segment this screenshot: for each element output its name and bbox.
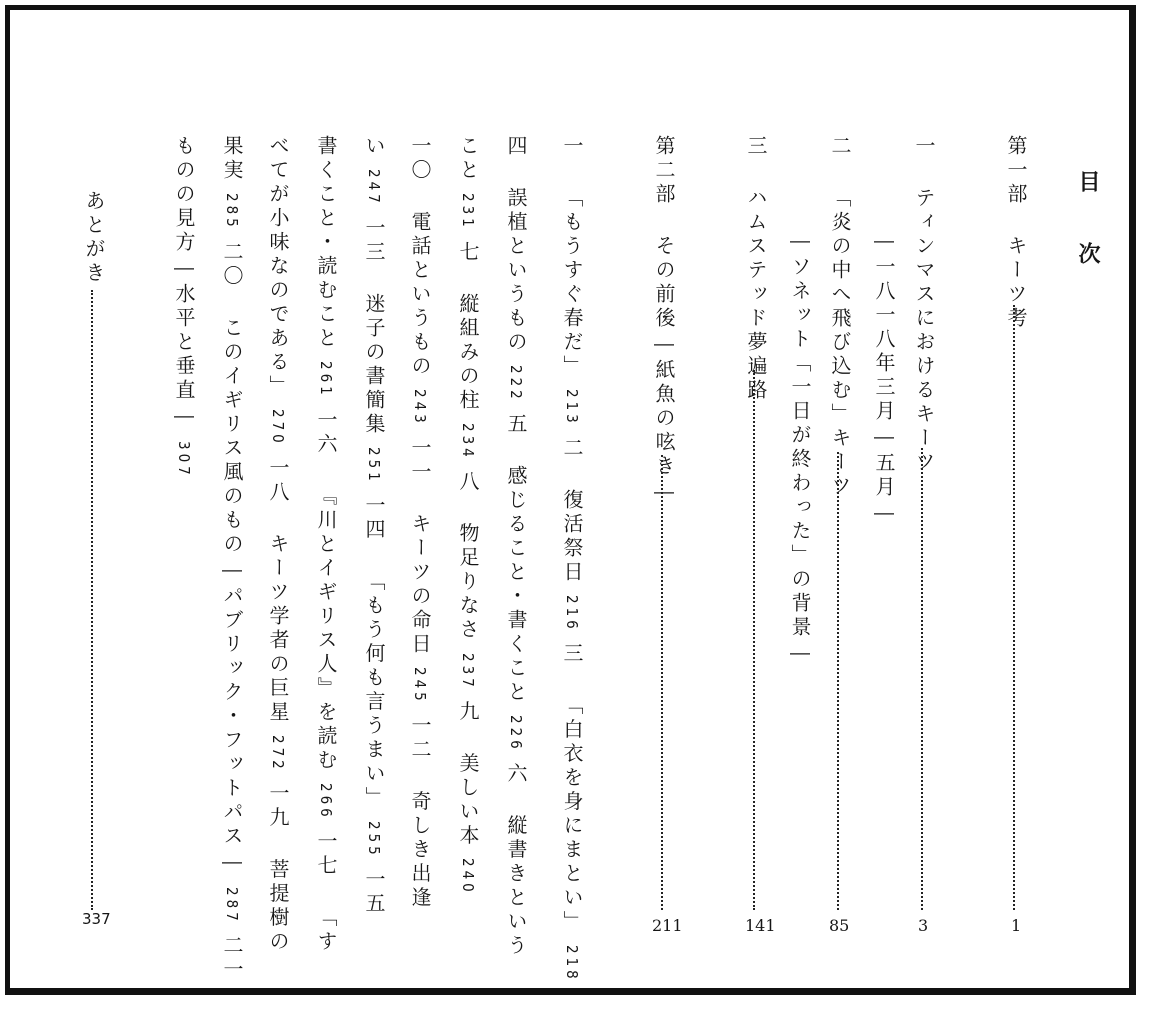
- essay-title: 一七 「す: [314, 830, 338, 955]
- essay-title: 五 感じること・書くこと: [504, 412, 528, 705]
- essay-line-8: [222, 135, 242, 983]
- essay-title: 八 物足りなさ: [456, 470, 480, 643]
- afterword-title: あとがき: [82, 190, 106, 286]
- part1-leader: [1013, 305, 1015, 910]
- essay-page: 222: [507, 365, 525, 403]
- essay-page: 270: [269, 409, 287, 447]
- essay-page: 216: [563, 594, 581, 633]
- part2-leader: [661, 455, 663, 910]
- essay-page: 218: [563, 944, 581, 983]
- essay-title: 一〇 電話というもの: [408, 135, 432, 379]
- essay-title: 書くこと・読むこと: [314, 135, 338, 351]
- essay-title: 果実: [220, 135, 244, 183]
- essay-page: 285: [223, 193, 241, 231]
- essay-title: 二一: [220, 934, 244, 983]
- chapter2-subtitle: ―ソネット「一日が終わった」の背景―: [788, 228, 812, 668]
- chapter2-title: 二 「炎の中へ飛び込む」キーツ: [828, 135, 852, 499]
- essay-page: 255: [365, 820, 383, 859]
- essay-title: こと: [456, 135, 480, 183]
- essay-page: 245: [411, 666, 429, 705]
- essay-line-5: [364, 135, 384, 916]
- essay-page: 287: [223, 886, 241, 925]
- essay-page: 266: [317, 782, 335, 821]
- essay-title: 六 縦書きという: [504, 762, 528, 959]
- essay-title: 一 「もうすぐ春だ」: [560, 135, 584, 379]
- part2-page: 211: [652, 916, 683, 935]
- essay-line-9: [174, 135, 194, 489]
- essay-line-2: [506, 135, 526, 959]
- essay-line-7: [268, 135, 288, 955]
- essay-title: 一四 「もう何も言うまい」: [362, 494, 386, 811]
- essay-page: 234: [459, 422, 477, 461]
- essay-page: 261: [317, 361, 335, 399]
- afterword-page: 337: [82, 910, 111, 928]
- essay-title: 二〇 このイギリス風のもの―パブリック・フットパス―: [220, 240, 244, 877]
- chapter1-title: 一 ティンマスにおけるキーツ: [912, 135, 936, 475]
- essay-title: 一九 菩提樹の: [266, 782, 290, 955]
- chapter1-subtitle: ―一八一八年三月―五月―: [872, 228, 896, 528]
- essay-title: 一一 キーツの命日: [408, 436, 432, 657]
- essay-title: 三 「白衣を身にまとい」: [560, 642, 584, 935]
- essay-page: 247: [365, 169, 383, 207]
- part1-heading: 第一部 キーツ考: [1004, 135, 1028, 331]
- essay-title: ものの見方―水平と垂直―: [172, 135, 196, 431]
- chapter2-leader: [837, 452, 839, 910]
- essay-title: 四 誤植というもの: [504, 135, 528, 355]
- chapter3-page: 141: [745, 916, 776, 935]
- chapter1-leader: [921, 448, 923, 910]
- essay-page: 231: [459, 193, 477, 231]
- essay-line-4: [410, 135, 430, 911]
- essay-page: 237: [459, 652, 477, 691]
- essay-title: 一五: [362, 868, 386, 917]
- essay-page: 226: [507, 714, 525, 753]
- essay-page: 213: [563, 389, 581, 427]
- toc-title: 目 次: [1075, 170, 1101, 276]
- essay-page: 307: [175, 441, 193, 479]
- essay-page: 251: [365, 446, 383, 485]
- essay-page: 243: [411, 389, 429, 427]
- chapter3-leader: [753, 370, 755, 910]
- essay-title: 一三 迷子の書簡集: [362, 216, 386, 437]
- essay-title: 一二 奇しき出逢: [408, 714, 432, 911]
- essay-title: い: [362, 135, 386, 159]
- chapter3-title: 三 ハムステッド夢遍路: [744, 135, 768, 403]
- essay-page: 272: [269, 734, 287, 773]
- essay-title: 七 縦組みの柱: [456, 240, 480, 413]
- essay-line-6: [316, 135, 336, 955]
- chapter1-page: 3: [918, 916, 929, 935]
- essay-page: 240: [459, 858, 477, 897]
- part2-heading: 第二部 その前後―紙魚の呟き―: [652, 135, 676, 507]
- part1-page: 1: [1011, 916, 1022, 935]
- afterword-leader: [91, 290, 93, 910]
- essay-title: べてが小味なのである」: [266, 135, 290, 399]
- essay-line-3: [458, 135, 478, 906]
- essay-title: 一八 キーツ学者の巨星: [266, 456, 290, 725]
- chapter2-page: 85: [829, 916, 850, 935]
- essay-title: 一六 『川とイギリス人』を読む: [314, 408, 338, 773]
- essay-title: 九 美しい本: [456, 700, 480, 849]
- essay-title: 二 復活祭日: [560, 436, 584, 585]
- essay-line-1: [562, 135, 582, 992]
